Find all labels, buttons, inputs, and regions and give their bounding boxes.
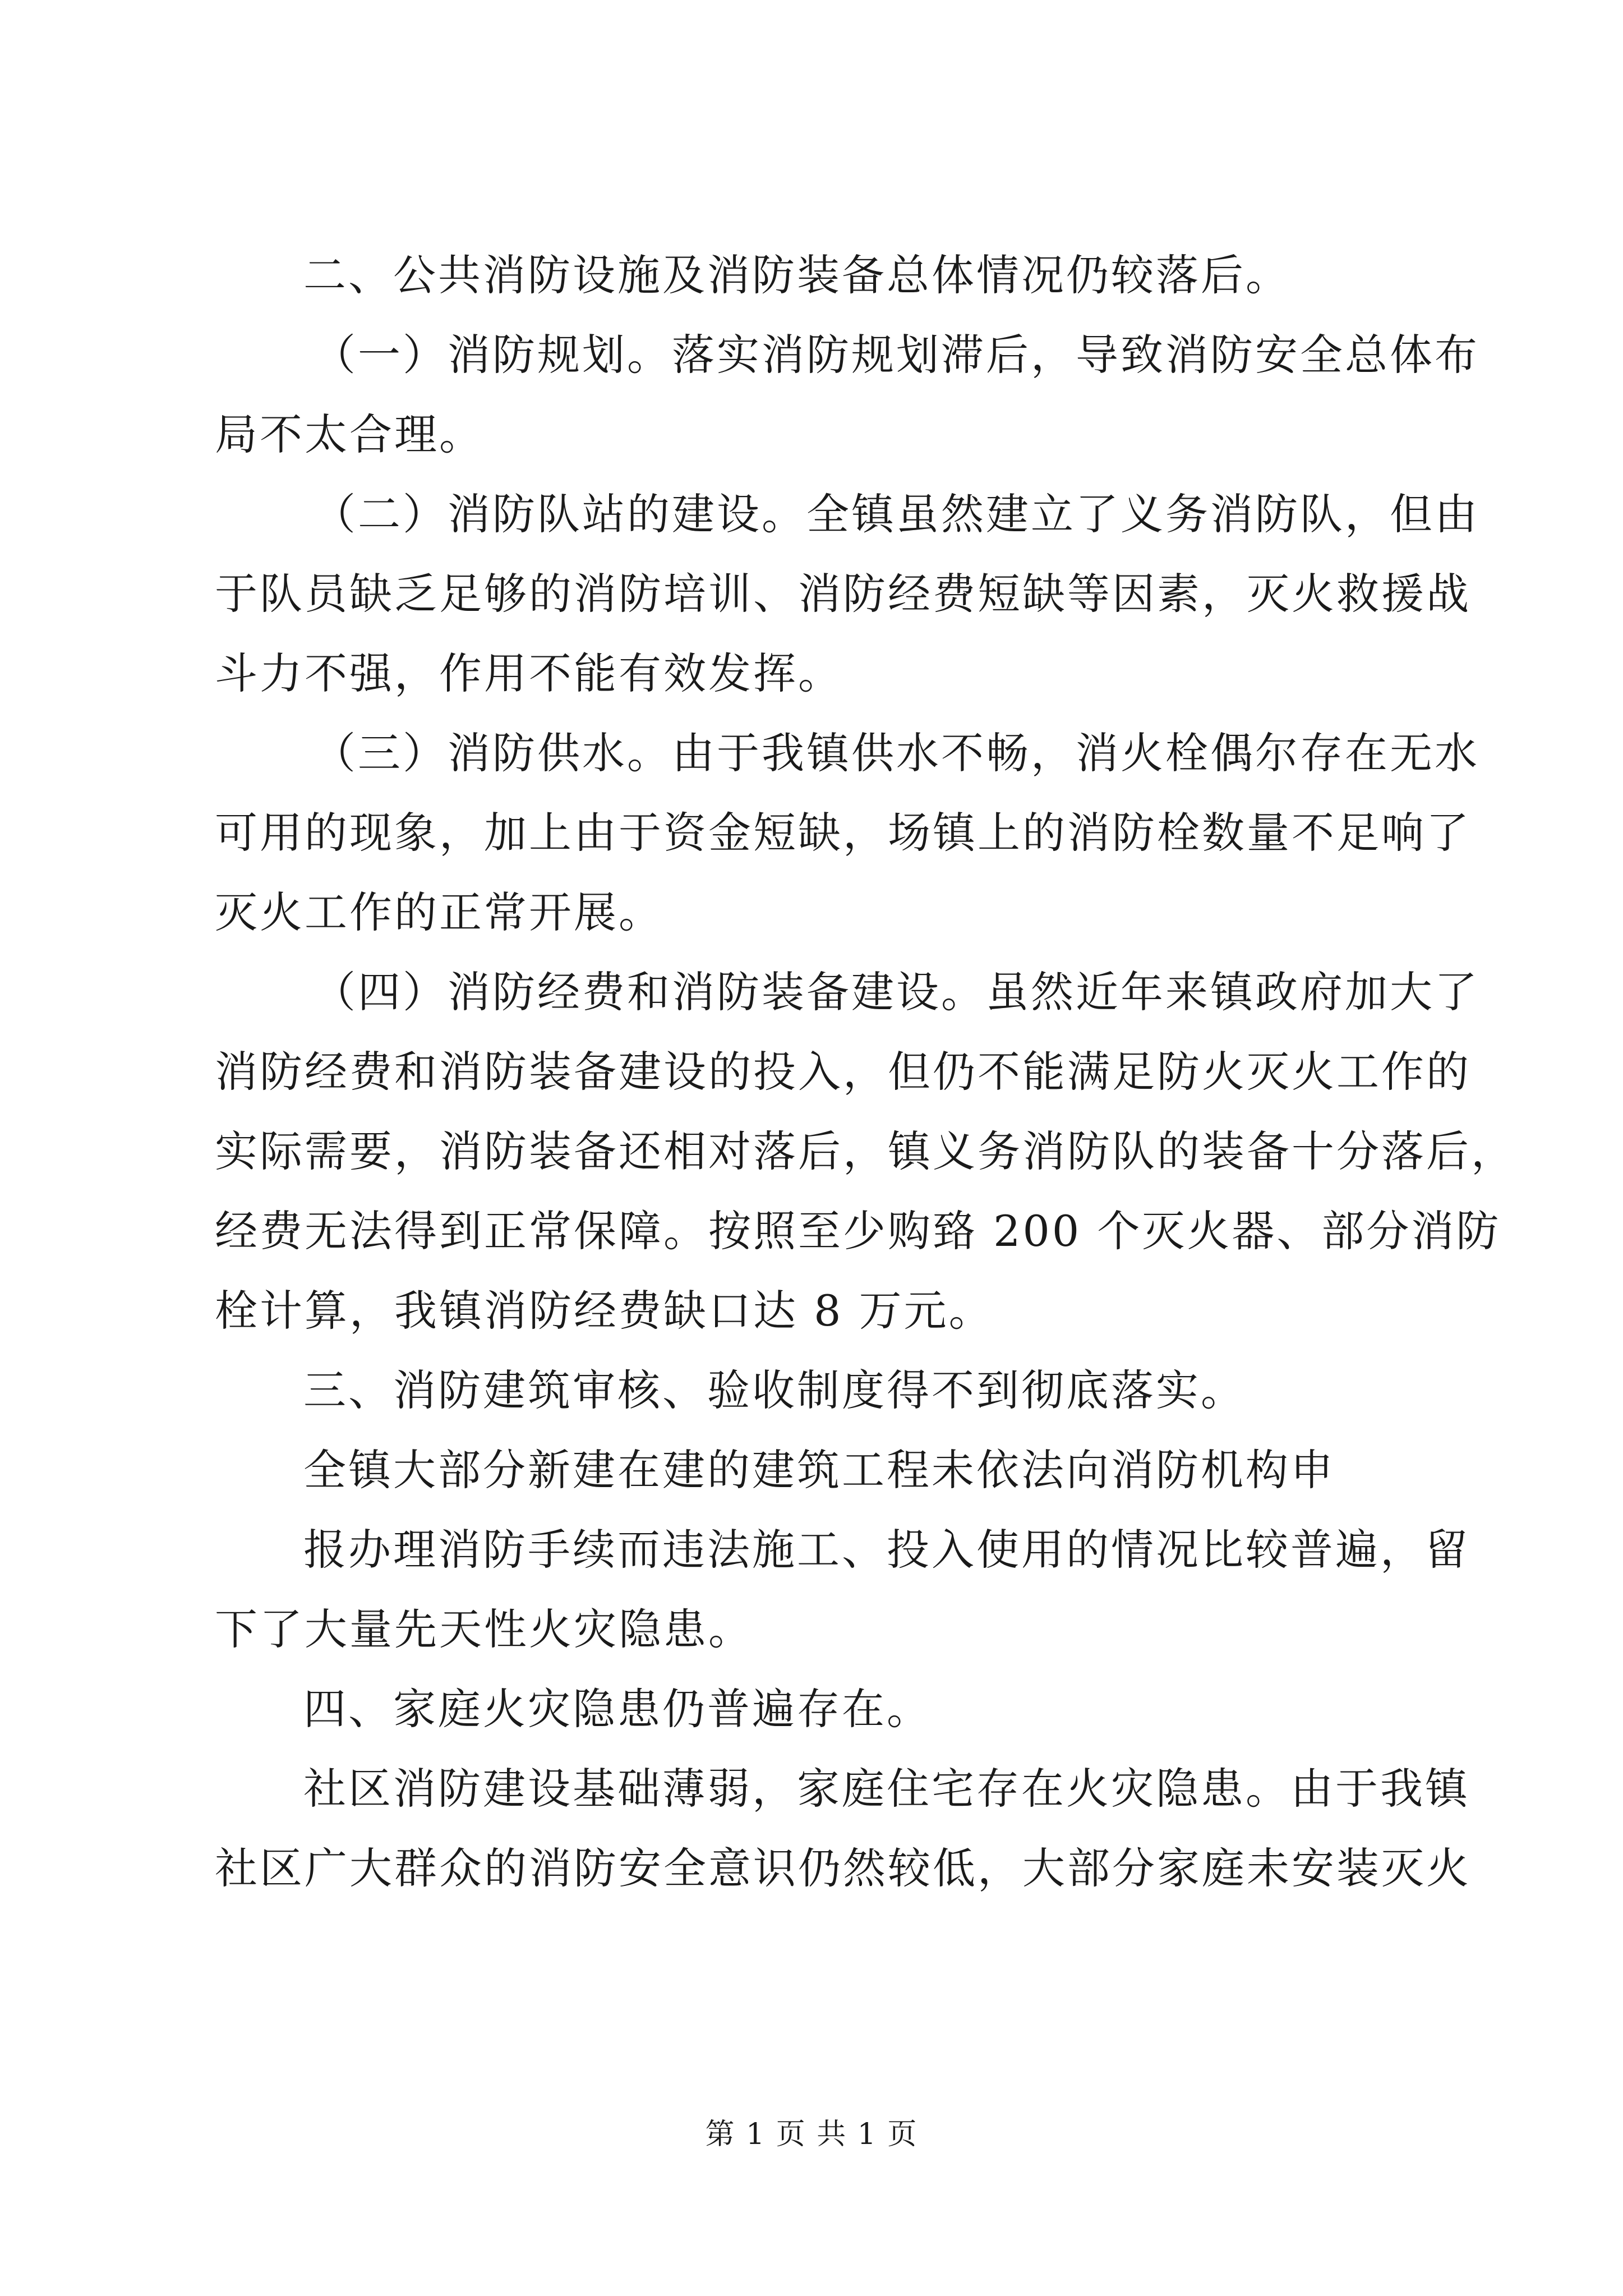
paragraph-line: 斗力不强，作用不能有效发挥。 [215, 648, 843, 698]
paragraph-line: 全镇大部分新建在建的建筑工程未依法向消防机构申 [303, 1445, 1335, 1495]
paragraph-line: 实际需要，消防装备还相对落后，镇义务消防队的装备十分落后， [215, 1126, 1516, 1176]
page-number-label: 第 1 页 共 1 页 [705, 2118, 918, 2151]
paragraph-line: 局不太合理。 [215, 409, 484, 459]
section-heading-2: 二、公共消防设施及消防装备总体情况仍较落后。 [303, 250, 1290, 300]
paragraph-line: （四）消防经费和消防装备建设。虽然近年来镇政府加大了 [313, 967, 1479, 1017]
paragraph-line: 社区广大群众的消防安全意识仍然较低，大部分家庭未安装灭火 [215, 1843, 1471, 1893]
paragraph-line: 灭火工作的正常开展。 [215, 887, 663, 937]
section-heading-4: 四、家庭火灾隐患仍普遍存在。 [303, 1684, 932, 1734]
paragraph-line: 下了大量先天性火灾隐患。 [215, 1604, 753, 1654]
paragraph-line: 可用的现象，加上由于资金短缺，场镇上的消防栓数量不足响了 [215, 808, 1471, 858]
paragraph-line: 报办理消防手续而违法施工、投入使用的情况比较普遍，留 [303, 1525, 1470, 1575]
paragraph-line: 社区消防建设基础薄弱，家庭住宅存在火灾隐患。由于我镇 [303, 1764, 1470, 1814]
paragraph-line: 消防经费和消防装备建设的投入，但仍不能满足防火灭火工作的 [215, 1047, 1471, 1097]
paragraph-line: 栓计算，我镇消防经费缺口达 8 万元。 [215, 1286, 994, 1336]
section-heading-3: 三、消防建筑审核、验收制度得不到彻底落实。 [303, 1365, 1246, 1415]
paragraph-line: （二）消防队站的建设。全镇虽然建立了义务消防队，但由 [313, 489, 1479, 539]
paragraph-line: 于队员缺乏足够的消防培训、消防经费短缺等因素，灭火救援战 [215, 569, 1471, 619]
paragraph-line: 经费无法得到正常保障。按照至少购臵 200 个灭火器、部分消防 [215, 1206, 1501, 1256]
body-text [215, 236, 1516, 1908]
page-footer [0, 2115, 1623, 2154]
paragraph-line: （一）消防规划。落实消防规划滞后，导致消防安全总体布 [313, 330, 1479, 380]
paragraph-line: （三）消防供水。由于我镇供水不畅，消火栓偶尔存在无水 [313, 728, 1479, 778]
